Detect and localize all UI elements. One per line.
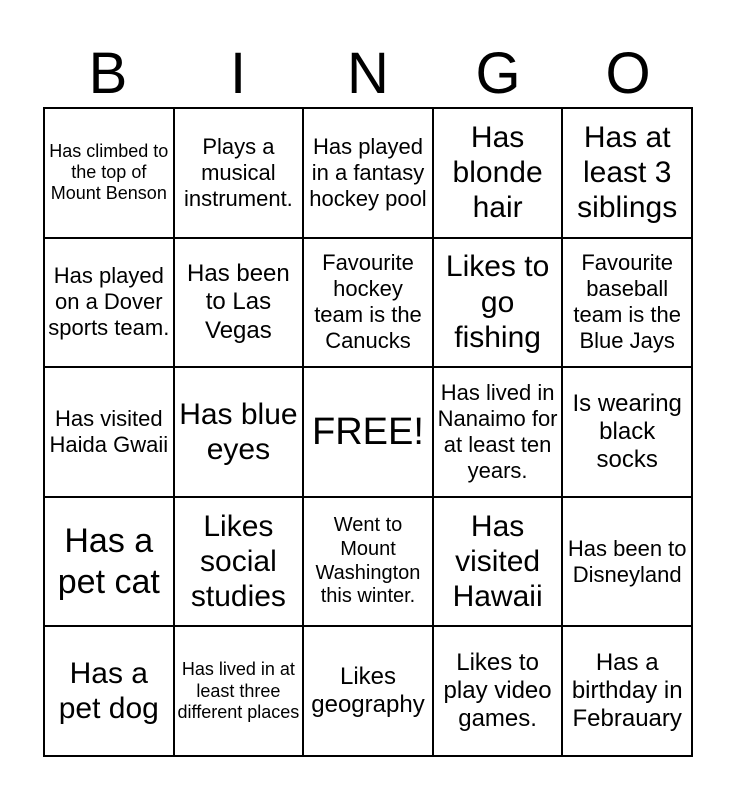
bingo-cell[interactable] [44,497,174,627]
bingo-cell[interactable] [562,497,692,627]
bingo-board [43,107,693,757]
cell-text: Has blue eyes [179,397,298,466]
cell-text: Has visited Hawaii [452,509,543,614]
cell-text: Has lived in Nanaimo for at least ten years. [437,380,558,483]
header-letter-o: O [605,41,651,106]
bingo-cell[interactable] [562,238,692,368]
cell-text: Likes to go fishing [445,250,550,355]
bingo-cell[interactable] [174,497,304,627]
cell-text: Has played in a fantasy hockey pool [309,133,427,211]
bingo-cell[interactable] [44,626,174,756]
bingo-cell[interactable] [303,238,433,368]
bingo-cell[interactable] [174,238,304,368]
header-letter-g: G [475,41,521,106]
bingo-cell[interactable] [44,238,174,368]
bingo-cell[interactable] [433,238,563,368]
bingo-cell[interactable] [174,108,304,238]
cell-text: Has a pet cat [57,522,160,601]
cell-text: Has at least 3 siblings [577,120,678,225]
bingo-cell[interactable] [433,367,563,497]
bingo-cell[interactable] [174,367,304,497]
cell-text: Likes to play video games. [443,648,552,733]
bingo-cell[interactable] [433,626,563,756]
header-letter-i: I [229,41,247,106]
bingo-cell[interactable] [44,367,174,497]
cell-text: Has visited Haida Gwaii [49,406,169,457]
bingo-cell[interactable] [303,626,433,756]
cell-text: Went to Mount Washington this winter. [315,514,421,608]
header-letter-b: B [88,41,128,106]
bingo-cell[interactable] [562,626,692,756]
cell-text: Has a birthday in Febrauary [571,648,683,733]
header-letter-n: N [347,41,389,106]
bingo-cell[interactable] [562,367,692,497]
cell-text: Has played on a Dover sports team. [48,263,170,341]
cell-text: Likes geography [311,662,425,719]
free-space-cell[interactable] [303,367,433,497]
bingo-cell[interactable] [303,497,433,627]
cell-text: Has been to Disneyland [567,535,687,587]
cell-text: FREE! [312,410,424,453]
bingo-cell[interactable] [562,108,692,238]
cell-text: Is wearing black socks [572,389,682,474]
cell-text: Has lived in at least three different places [177,659,300,722]
bingo-header [43,40,693,108]
bingo-cell[interactable] [433,497,563,627]
cell-text: Has been to Las Vegas [187,259,290,344]
bingo-cell[interactable] [44,108,174,238]
cell-text: Likes social studies [190,509,286,614]
cell-text: Favourite hockey team is the Canucks [314,250,422,354]
cell-text: Has climbed to the top of Mount Benson [49,140,169,204]
bingo-cell[interactable] [174,626,304,756]
cell-text: Plays a musical instrument. [183,133,293,211]
bingo-cell[interactable] [433,108,563,238]
cell-text: Has blonde hair [452,120,543,225]
bingo-cell[interactable] [303,108,433,238]
cell-text: Favourite baseball team is the Blue Jays [573,250,681,354]
cell-text: Has a pet dog [58,656,159,726]
